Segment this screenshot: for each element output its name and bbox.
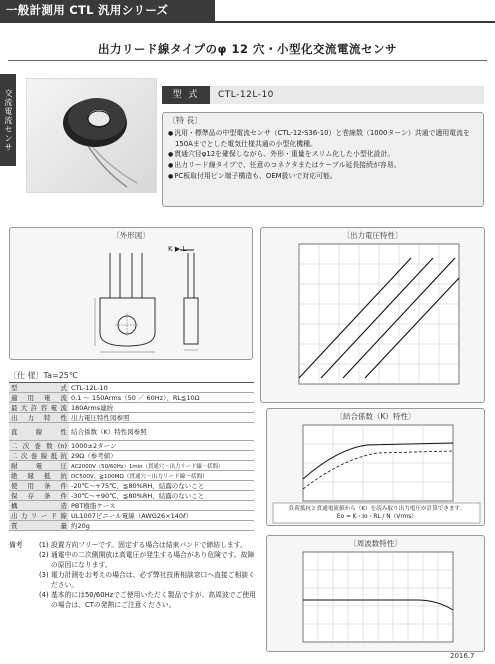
note-item [9,540,261,550]
current-direction-label: K ▶ L [168,245,187,253]
spec-key: 出力特性 [11,414,67,422]
spec-key: 保存条件 [11,492,67,500]
note-text: 電力計測をお考えの場合は、必ず弊社技術相談窓口へ直接ご相談ください。 [51,571,255,589]
spec-key: 耐 電 圧 [11,462,67,470]
spec-heading: 〔仕 様〕Ta=25℃ [9,371,78,380]
spec-row [9,521,254,531]
spec-key: 構 造 [11,502,67,510]
model-label: 型 式 [162,86,210,104]
spec-value: -20℃～+75℃、≦80%RH、結露のないこと [69,481,254,491]
coupling-coefficient-chart-title: 〔結合係数（K）特性〕 [335,412,416,421]
spec-value: 180Arms連続 [69,403,254,413]
note-text: 通電中の二次側開放は高電圧が発生する場合があり危険です。故障の原因になります。 [51,551,255,569]
note-item [9,570,261,590]
spec-value: 結合係数（K）特性図参照 [69,423,254,441]
output-voltage-chart-title: 〔出力電圧特性〕 [342,231,403,240]
spec-row [9,511,254,521]
note-text: 設置方向フリーです。固定する場合は結束バンドで締結します。 [51,541,247,549]
spec-row [9,471,254,481]
notes [9,540,261,610]
coupling-coefficient-formula: Eo = K・Io・RL / N（Vrms） [336,514,418,520]
spec-value: PBT樹脂ケース [69,501,254,511]
note-number: (3) [39,571,49,579]
spec-row [9,403,254,413]
coupling-coefficient-note: 負荷抵抗と貫通電流値から（K）を読み取り出力電圧が計算できます。 [288,506,466,512]
dimension-drawing-title: 〔外形図〕 [112,231,150,240]
side-category-tab: 交流電流センサ [0,74,16,166]
frequency-response-chart-panel [266,535,485,652]
spec-row [9,451,254,461]
feature-item: ● PC板取付用ピン端子構造も、OEM扱いで対応可能。 [168,171,478,182]
sensor-image [27,79,158,194]
spec-key: 適用電流 [11,394,67,402]
spec-key: 使用条件 [11,482,67,490]
feature-item: ● 貫通穴径φ12を確保しながら、外形・重量をスリム化した小型化設計。 [168,149,478,160]
spec-value: CTL-12L-10 [69,383,254,393]
spec-key: 二次巻数(n) [11,442,67,450]
spec-key: 出力リード線 [11,512,67,520]
spec-value: 29Ω（参考値） [69,451,254,461]
spec-row [9,501,254,511]
features-heading: 〔特 長〕 [168,116,203,125]
spec-key: 直線性 [9,423,69,441]
spec-value: 約20g [69,521,254,531]
feature-item: ● 出力リード線タイプで、任意のコネクタまたはケーブル延長接続が容易。 [168,160,478,171]
spec-key: 最大許容電流 [11,404,67,412]
frequency-response-chart [267,536,486,653]
series-band: 一般計測用 CTL 汎用シリーズ [0,0,215,21]
spec-value: UL1007ビニール電線（AWG26×140ℓ） [69,511,254,521]
spec-value: 1000±2ターン [69,441,254,451]
model-value: CTL-12L-10 [210,86,484,104]
feature-item: ● 汎用・標準品の中型電流センサ（CTL-12-S36-10）と巻線数（1000ターン）共通で適用電流を150Aまでとした電気仕様共通の小型化機種。 [168,128,478,149]
spec-row [9,481,254,491]
spec-value: 出力電圧特性図参照 [69,413,254,423]
spec-value: DC500V、≧100MΩ（貫通穴－出力リード線一括間） [69,471,254,481]
spec-row [9,461,254,471]
notes-tag: 備考 [9,541,23,549]
note-item [9,550,261,570]
publication-date: 2016.7 [450,652,475,660]
page-title: 出力リード線タイプのφ 12 穴・小型化交流電流センサ [98,42,397,56]
output-voltage-chart [261,228,486,404]
spec-key: 質 量 [11,522,67,530]
spec-row [9,423,254,441]
spec-row [9,441,254,451]
note-item [9,590,261,610]
spec-row [9,393,254,403]
note-number: (4) [39,591,49,599]
spec-value: -30℃～+90℃、≦80%RH、結露のないこと [69,491,254,501]
note-number: (2) [39,551,49,559]
output-voltage-chart-panel [260,227,485,403]
spec-key: 絶縁抵抗 [11,472,67,480]
features-box [162,112,484,207]
coupling-coefficient-chart-panel [266,408,485,526]
spec-value: 0.1 ～ 150Arms（50 ／ 60Hz）、RL≦10Ω [69,393,254,403]
title-divider [8,60,487,61]
spec-table [9,382,254,531]
spec-value: AC2000V（50/60Hz）1min（貫通穴－出力リード線一括間） [69,461,254,471]
note-number: (1) [39,541,49,549]
spec-row [9,383,254,393]
frequency-response-chart-title: 〔周波数特性〕 [349,539,402,548]
dimension-drawing [10,228,254,361]
spec-row [9,491,254,501]
product-photo [26,78,157,193]
note-text: 基本的には50/60Hzでご使用いただく製品ですが、高周波でご使用の場合は、CTの発熱にご注意ください。 [51,591,256,609]
dimension-drawing-panel [9,227,253,360]
spec-key: 型 式 [11,384,67,392]
spec-key: 二次巻線抵抗 [11,452,67,460]
spec-row [9,413,254,423]
header-rule [0,21,495,23]
